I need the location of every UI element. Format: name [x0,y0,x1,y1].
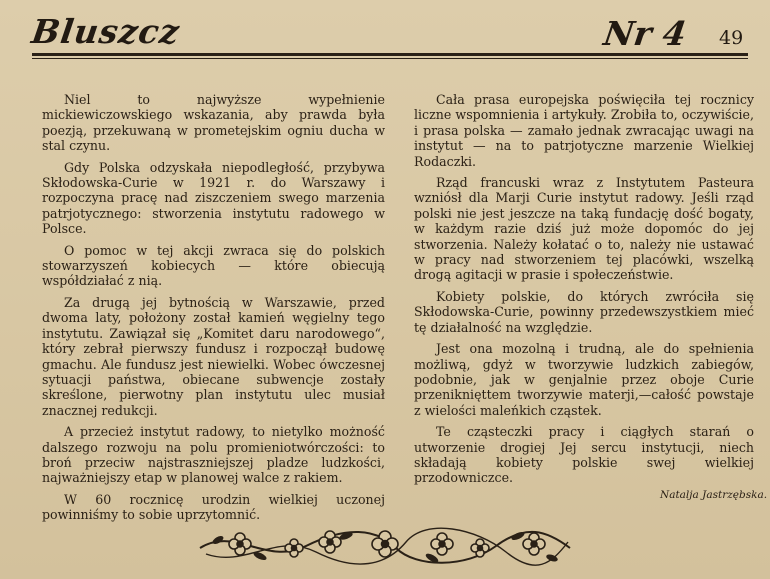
issue-mark: Nr 4 [601,14,689,53]
page-number: 49 [719,27,744,49]
paragraph: Gdy Polska odzyskała niepodległość, przybywa Skłodowska-Curie w 1921 r. do Warszawy i rozpoczyna pracę nad ziszczeniem swego marzenia patrjotycznego: stworzenia instytutu radowego w Polsce. [42,159,385,237]
left-column [42,92,385,523]
paragraph: Niel to najwyższe wypełnienie mickiewiczowskiego wskazania, aby prawda była poezją, przekuwaną w prometejskim ogniu ducha w stal czynu. [42,92,385,154]
paragraph: Kobiety polskie, do których zwróciła się Skłodowska-Curie, powinny przedewszystkiem mieć tę działalność na względzie. [414,288,754,335]
magazine-title: Bluszcz [29,12,183,51]
author-signature: Natalja Jastrzębska. [660,489,768,501]
paragraph: W 60 rocznicę urodzin wielkiej uczonej powinniśmy to sobie uprzytomnić. [42,491,385,523]
masthead [0,0,770,70]
paragraph: Te cząsteczki pracy i ciągłych starań o utworzenie drogiej Jej sercu instytucji, niech składają kobiety polskie swej wielkiej przodowniczce. [414,424,754,486]
floral-vine-ornament-icon [196,518,574,570]
header-rule [32,53,748,60]
paragraph: Jest ona mozolną i trudną, ale do spełnienia możliwą, gdyż w tworzywie ludzkich zabiegów, podobnie, jak w genjalnie przez oboje Curie przeniknięttem tworzywie materji,—całość powstaje z wielości maleńkich cząstek. [414,341,754,418]
right-column [414,92,754,486]
paragraph: Cała prasa europejska poświęciła tej rocznicy liczne wspomnienia i artykuły. Zrobiła to, oczywiście, i prasa polska — zamało jednak zwracając uwagi na instytut — na to patrjotyczne marzenie Wielkiej Rodaczki. [414,92,754,169]
paragraph: Rząd francuski wraz z Instytutem Pasteura wzniósł dla Marji Curie instytut radowy. Jeśli rząd polski nie jest jeszcze na taką fundację dość bogaty, w każdym razie dziś już może dopomóc do jej stworzenia. Należy kołatać o to, należy nie ustawać w pracy nad stworzeniem tej placówki, wszelką drogą agitacji w prasie i społeczeństwie. [414,175,754,283]
paragraph: Za drugą jej bytnością w Warszawie, przed dwoma laty, położony został kamień węgielny tego instytutu. Zawiązał się „Komitet daru narodowego“, który zebrał pierwszy fundusz i rozpoczął budowę gmachu. Ale fundusz jest niewielki. Wobec ówczesnej sytuacji państwa, obiecane subwencje zostały skreślone, pierwotny plan instytutu ulec musiał znacznej redukcji. [42,294,385,418]
paragraph: A przecież instytut radowy, to nietylko możność dalszego rozwoju na polu promieniotwórczości: to broń przeciw najstraszniejszej pladze ludzkości, najważniejszy etap w planowej walce z rakiem. [42,424,385,486]
paragraph: O pomoc w tej akcji zwraca się do polskich stowarzyszeń kobiecych — które obiecują współdziałać z nią. [42,242,385,289]
